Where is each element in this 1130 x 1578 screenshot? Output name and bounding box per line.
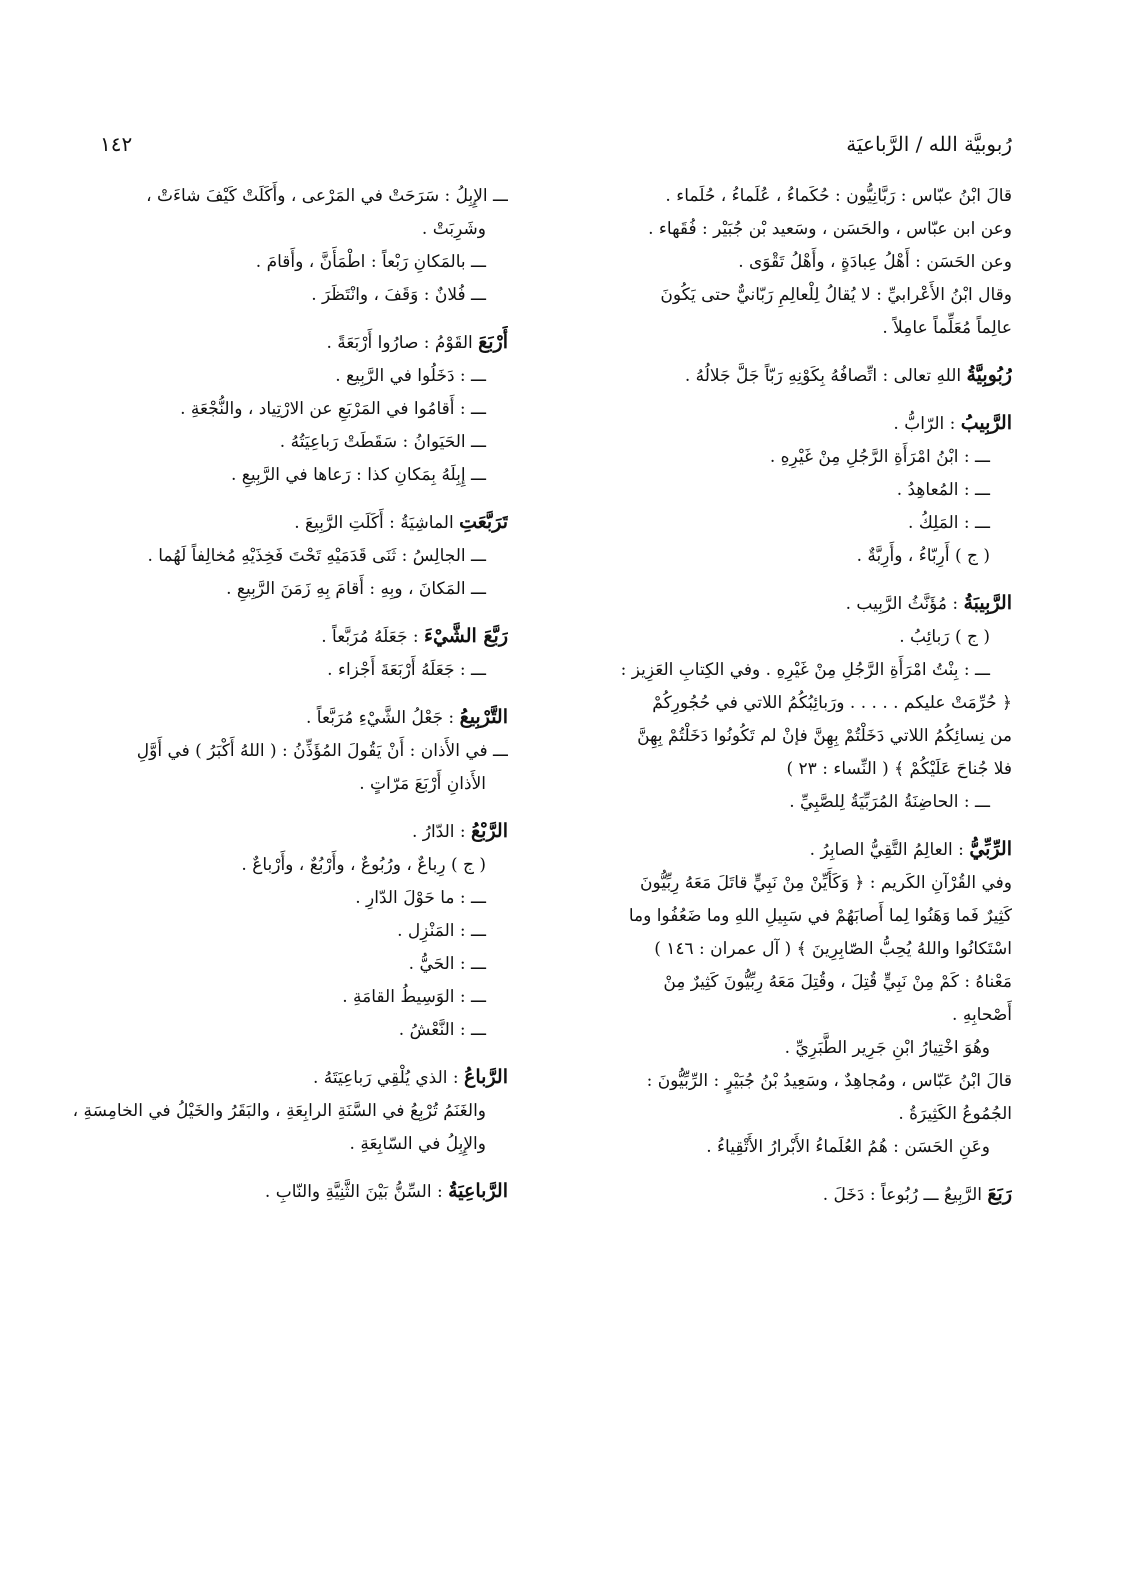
entry-headword-line (58, 620, 508, 654)
definition-text: ـــ : المَنْزِل . (397, 921, 486, 941)
headword: رَبَّعَ الشَّيْءَ (424, 625, 508, 647)
entry-line (572, 654, 1012, 687)
entry-line (572, 1065, 1012, 1098)
entry-headword-line (572, 407, 1012, 441)
entry-line (572, 621, 1012, 654)
definition-text: ـــ الحَيَوانُ : سَقَطَتْ رَباعِيَتُهُ . (279, 432, 486, 452)
entry-line (58, 426, 508, 459)
definition-text: : الرّابُّ . (893, 414, 961, 434)
definition-text: ـــ : النَّعْشُ . (398, 1020, 486, 1040)
entry-headword-line (58, 1061, 508, 1095)
entry-headword-line (58, 326, 508, 360)
definition-text: : جَعَلَهُ مُرَبَّعاً . (321, 627, 425, 647)
entry-line (58, 882, 508, 915)
definition-text: ـــ المَكانَ ، وبِهِ : أَقامَ بِهِ زَمَنَ الرَّبِيعِ . (226, 579, 486, 599)
entry-line (572, 279, 1012, 312)
definition-text: : العالِمُ التَّقِيُّ الصابِرُ . (809, 840, 970, 860)
entry-line (58, 246, 508, 279)
definition-text: ـــ الإِبِلُ : سَرَحَتْ في المَرْعى ، وأَكَلَتْ كَيْفَ شاءَتْ ، (146, 186, 508, 206)
entry-line (58, 279, 508, 312)
definition-text: ( ج ) أَرِبّاءُ ، وأَرِبَّةٌ . (856, 546, 990, 566)
headword: رَبَعَ (987, 1183, 1012, 1205)
entry-line (58, 768, 508, 801)
definition-text: : مُؤَنَّثُ الرَّبِيب . (845, 594, 964, 614)
entry-line (572, 966, 1012, 999)
entry-line (58, 393, 508, 426)
headword: أَرْبَعَ (478, 331, 508, 353)
entry-line (572, 474, 1012, 507)
entry-line (58, 1128, 508, 1161)
definition-text: من نِسائِكُمُ اللاتي دَخَلْتُمْ بِهِنَّ فإنْ لم تَكُونُوا دَخَلْتُمْ بِهِنَّ (637, 726, 1012, 746)
entry-headword-line (58, 506, 508, 540)
definition-text: الماشِيَةُ : أَكَلَتِ الرَّبِيعَ . (294, 513, 460, 533)
entry-line (58, 948, 508, 981)
definition-text: ـــ الجالِسُ : ثَنَى قَدَمَيْهِ تَحْتَ فَخِذَيْهِ مُخالِفاً لَهُما . (147, 546, 486, 566)
entry-line (572, 1131, 1012, 1164)
entry-line (572, 441, 1012, 474)
entry-line (572, 1098, 1012, 1131)
definition-text: ـــ : جَعَلَهُ أَرْبَعَةَ أَجْزاء . (327, 660, 486, 680)
entry-line (58, 1095, 508, 1128)
entry-line (572, 720, 1012, 753)
definition-text: ـــ : المَلِكُ . (908, 513, 990, 533)
headword: الرَّبْعُ (471, 820, 508, 842)
right-column (572, 180, 1012, 1212)
definition-text: ـــ : بِنْتُ امْرَأَةِ الرَّجُلِ مِنْ غَيْرِهِ . وفي الكِتابِ العَزِيز : (620, 660, 990, 680)
definition-text: والإِبِلُ في السّابِعَةِ . (349, 1134, 486, 1154)
definition-text: ـــ بالمَكانِ رَبْعاً : اطْمَأَنَّ ، وأَقامَ . (255, 252, 486, 272)
entry-line (572, 999, 1012, 1032)
entry-line (58, 654, 508, 687)
headword: الرَّباعُ (464, 1066, 508, 1088)
definition-text: وعن الحَسَن : أَهْلُ عِبادَةٍ ، وأَهْلُ تَقْوَى . (738, 252, 1012, 272)
entry-line (58, 915, 508, 948)
definition-text: ـــ : الحَيُّ . (408, 954, 486, 974)
entry-line (58, 540, 508, 573)
entry-headword-line (58, 1175, 508, 1209)
entry-line (58, 735, 508, 768)
entry-line (572, 540, 1012, 573)
entry-line (58, 981, 508, 1014)
page-number: ١٤٢ (100, 132, 133, 156)
entry-line (572, 1032, 1012, 1065)
left-column (58, 180, 508, 1209)
definition-text: الأَذانِ أَرْبَعَ مَرّاتٍ . (359, 774, 486, 794)
entry-line (58, 360, 508, 393)
definition-text: ـــ : المُعاهِدُ . (896, 480, 990, 500)
entry-headword-line (572, 359, 1012, 393)
definition-text: مَعْناهُ : كَمْ مِنْ نَبِيٍّ قُتِلَ ، وقُتِلَ مَعَهُ رِبِّيُّونَ كَثِيرٌ مِنْ (663, 972, 1012, 992)
definition-text: : السِّنُّ بَيْنَ الثَّنِيَّةِ والنّابِ . (264, 1182, 449, 1202)
definition-text: وقال ابْنُ الأَعْرابيِّ : لا يُقالُ لِلْعالِمِ رَبّانيٌّ حتى يَكُونَ (660, 285, 1012, 305)
entry-line (58, 1014, 508, 1047)
definition-text: اللهِ تعالى : اتِّصافُهُ بِكَوْنِهِ رَبّاً جَلَّ جَلالُهُ . (684, 366, 967, 386)
definition-text: ـــ : الوَسِيطُ القامَةِ . (342, 987, 486, 1007)
entry-line (572, 507, 1012, 540)
definition-text: ( ج ) رَبائِبُ . (899, 627, 990, 647)
running-head: رُبوبيَّة الله / الرَّباعيَة (846, 132, 1012, 156)
definition-text: قالَ ابْنُ عبّاس : رَبَّانِيُّون : حُكَماءُ ، عُلَماءُ ، حُلَماء . (665, 186, 1012, 206)
definition-text: ـــ فُلانٌ : وَقَفَ ، وانْتَظَرَ . (311, 285, 486, 305)
definition-text: ﴿ حُرِّمَتْ عليكم . . . . . ورَبائِبُكُمُ اللاتي في حُجُورِكُمْ (652, 693, 1012, 713)
definition-text: : الذي يُلْقِي رَباعِيَتَهُ . (312, 1068, 465, 1088)
headword: رُبُوبِيَّةُ (966, 364, 1012, 386)
definition-text: الجُمُوعُ الكَثِيرَةُ . (898, 1104, 1012, 1124)
headword: التَّرْبِيعُ (459, 706, 508, 728)
definition-text: : الدّارُ . (411, 822, 472, 842)
entry-line (58, 459, 508, 492)
definition-text: قالَ ابْنُ عَبّاس ، ومُجاهِدٌ ، وسَعِيدُ بْنُ جُبَيْرٍ : الرِّبِّيُّونَ : (646, 1071, 1012, 1091)
entry-line (572, 933, 1012, 966)
definition-text: أَصْحابِهِ . (952, 1005, 1012, 1025)
definition-text: وشَرِبَتْ . (421, 219, 486, 239)
definition-text: ( ج ) رِباعٌ ، ورُبُوعٌ ، وأَرْبُعٌ ، وأَرْباعٌ . (241, 855, 486, 875)
definition-text: الرَّبِيعُ ـــ رُبُوعاً : دَخَلَ . (822, 1185, 988, 1205)
definition-text: وهُوَ اخْتِيارُ ابْنِ جَرِير الطَّبَرِيِّ . (784, 1038, 990, 1058)
entry-headword-line (572, 1178, 1012, 1212)
definition-text: وعَنِ الحَسَن : هُمُ العُلَماءُ الأَبْرارُ الأَتْقِياءُ . (706, 1137, 990, 1157)
definition-text: ـــ : أَقامُوا في المَرْبَعِ عن الارْتِياد ، والنُّجْعَةِ . (180, 399, 486, 419)
definition-text: القَوْمُ : صارُوا أَرْبَعَةً . (326, 333, 479, 353)
entry-line (572, 867, 1012, 900)
definition-text: ـــ في الأَذان : أَنْ يَقُولَ المُؤَذِّنُ : ( اللهُ أَكْبَرُ ) في أَوَّلِ (136, 741, 508, 761)
definition-text: اسْتَكانُوا واللهُ يُحِبُّ الصّابِرِينَ ﴾ ( آل عمران : ١٤٦ ) (654, 939, 1012, 959)
entry-line (58, 573, 508, 606)
definition-text: فلا جُناحَ عَلَيْكُمْ ﴾ ( النِّساء : ٢٣ ) (786, 759, 1012, 779)
definition-text: كَثِيرٌ فَما وَهَنُوا لِما أَصابَهُمْ في سَبِيلِ اللهِ وما ضَعُفُوا وما (628, 906, 1012, 926)
entry-line (58, 180, 508, 213)
definition-text: ـــ : الحاضِنَةُ المُرَبِّيَةُ لِلصَّبِيِّ . (789, 792, 990, 812)
entry-line (572, 900, 1012, 933)
entry-line (58, 849, 508, 882)
entry-line (572, 180, 1012, 213)
entry-headword-line (572, 587, 1012, 621)
headword: الرَّبِيبَةُ (963, 592, 1012, 614)
headword: الرِّبِّيُّ (969, 838, 1012, 860)
entry-line (572, 753, 1012, 786)
entry-line (572, 687, 1012, 720)
headword: تَرَبَّعَتِ (459, 511, 508, 533)
definition-text: وفي القُرْآنِ الكَريم : ﴿ وَكَأَيِّنْ مِنْ نَبِيٍّ قاتَلَ مَعَهُ رِبِّيُّونَ (640, 873, 1012, 893)
entry-line (572, 312, 1012, 345)
headword: الرَّباعِيَةُ (448, 1180, 508, 1202)
definition-text: ـــ : ابْنُ امْرَأَةِ الرَّجُلِ مِنْ غَيْرِهِ . (769, 447, 990, 467)
definition-text: ـــ إِبِلَهُ بِمَكانِ كذا : رَعاها في الرَّبِيعِ . (230, 465, 486, 485)
entry-line (572, 786, 1012, 819)
entry-headword-line (58, 815, 508, 849)
entry-line (58, 213, 508, 246)
definition-text: والغَنَمُ تُرْبِعُ في السَّنَةِ الرابِعَةِ ، والبَقَرُ والخَيْلُ في الخامِسَةِ ، (72, 1101, 486, 1121)
entry-line (572, 246, 1012, 279)
definition-text: ـــ : ما حَوْلَ الدّارِ . (355, 888, 486, 908)
definition-text: وعن ابن عبّاس ، والحَسَن ، وسَعيد بْن جُبَيْر : فُقَهاء . (648, 219, 1012, 239)
headword: الرَّبِيبُ (960, 412, 1012, 434)
entry-headword-line (58, 701, 508, 735)
definition-text: : جَعْلُ الشَّيْءِ مُرَبَّعاً . (306, 708, 460, 728)
entry-headword-line (572, 833, 1012, 867)
definition-text: عالِماً مُعَلِّماً عامِلاً . (882, 318, 1012, 338)
definition-text: ـــ : دَخَلُوا في الرَّبِيع . (335, 366, 486, 386)
entry-line (572, 213, 1012, 246)
